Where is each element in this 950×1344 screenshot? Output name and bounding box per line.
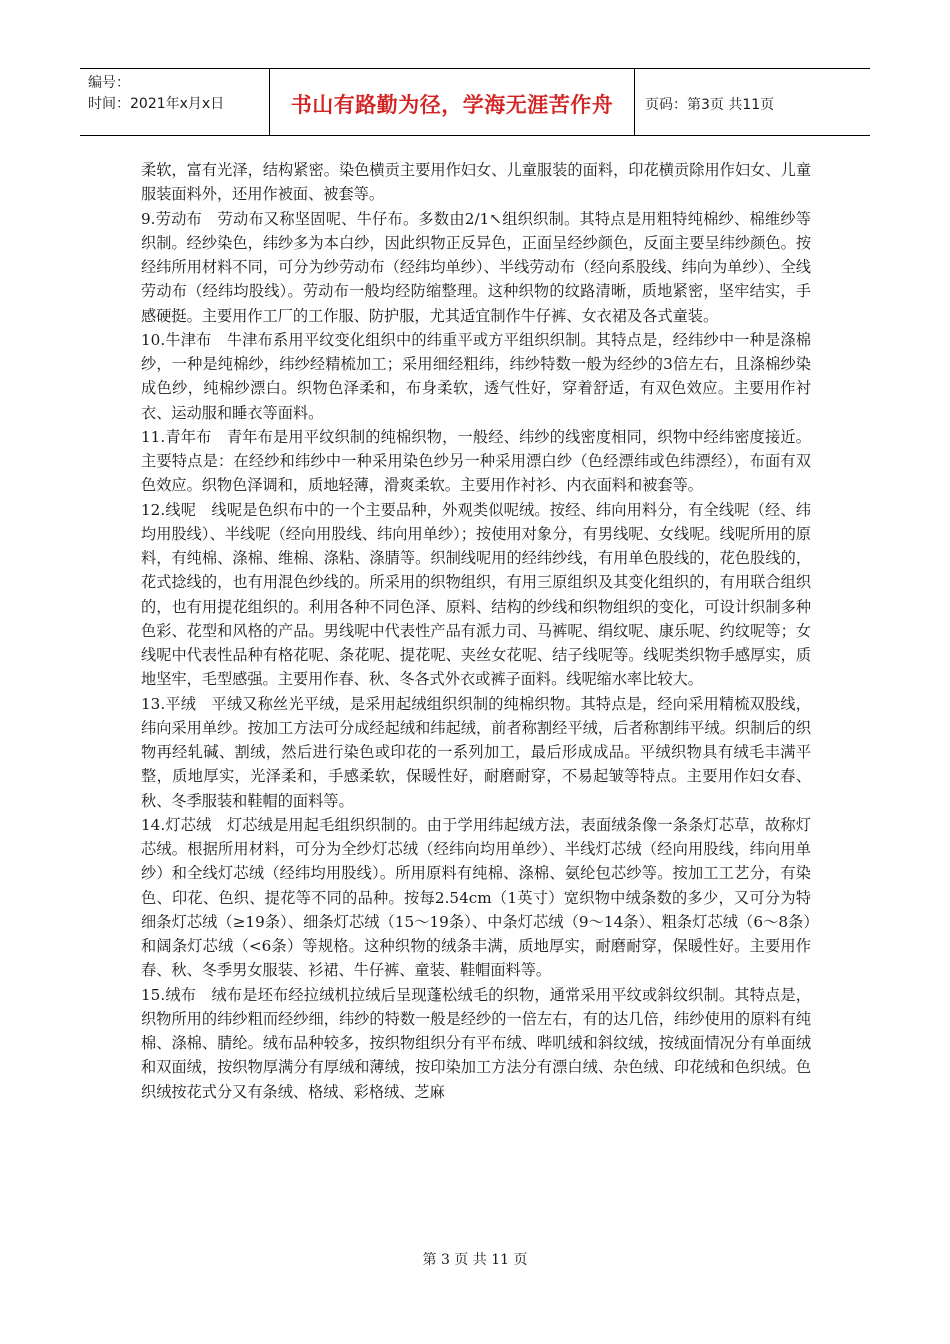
header-meta [80,69,270,135]
paragraph-flannelette: 15.绒布 绒布是坯布经拉绒机拉绒后呈现蓬松绒毛的织物，通常采用平纹或斜纹织制。其特点是，织物所用的纬纱粗而经纱细，纬纱的特数一般是经纱的一倍左右，有的达几倍，纬纱使用的原料有纯棉、涤棉、腈纶。绒布品种较多，按织物组织分有平布绒、哔叽绒和斜纹绒，按绒面情况分有单面绒和双面绒，按织物厚满分有厚绒和薄绒，按印染加工方法分有漂白绒、杂色绒、印花绒和色织绒。色织绒按花式分又有条绒、格绒、彩格绒、芝麻 [141,985,811,1101]
document-body [141,158,811,1104]
paragraph-velveteen: 13.平绒 平绒又称丝光平绒，是采用起绒组织织制的纯棉织物。其特点是，经向采用精梳双股线，纬向采用单纱。按加工方法可分成经起绒和纬起绒，前者称割经平绒，后者称割纬平绒。织制后的织物再经轧碱、割绒，然后进行染色或印花的一系列加工，最后形成成品。平绒织物具有绒毛丰满平整，质地厚实，光泽柔和，手感柔软，保暖性好，耐磨耐穿，不易起皱等特点。主要用作妇女春、秋、冬季服装和鞋帽的面料等。 [141,694,811,810]
document-number-label: 编号： [88,75,130,91]
header-page-info: 页码：第3页 共11页 [645,97,775,113]
paragraph-chambray: 11.青年布 青年布是用平纹织制的纯棉织物，一般经、纬纱的线密度相同，织物中经纬密度接近。主要特点是：在经纱和纬纱中一种采用染色纱另一种采用漂白纱（色经漂纬或色纬漂经），布面有双色效应。织物色泽调和，质地轻薄，滑爽柔软。主要用作衬衫、内衣面料和被套等。 [141,427,811,495]
header-motto: 书山有路勤为径，学海无涯苦作舟 [270,69,635,135]
paragraph-corduroy: 14.灯芯绒 灯芯绒是用起毛组织织制的。由于学用纬起绒方法，表面绒条像一条条灯芯草，故称灯芯绒。根据所用材料，可分为全纱灯芯绒（经纬向均用单纱）、半线灯芯绒（经向用股线，纬向用单纱）和全线灯芯绒（经纬均用股线）。所用原料有纯棉、涤棉、氨纶包芯纱等。按加工工艺分，有染色、印花、色织、提花等不同的品种。按每2.54cm（1英寸）宽织物中绒条数的多少，又可分为特细条灯芯绒（≥19条）、细条灯芯绒（15～19条）、中条灯芯绒（9～14条）、粗条灯芯绒（6～8条）和阔条灯芯绒（<6条）等规格。这种织物的绒条丰满，质地厚实，耐磨耐穿，保暖性好。主要用作春、秋、冬季男女服装、衫裙、牛仔裤、童装、鞋帽面料等。 [141,815,811,980]
paragraph-oxford: 10.牛津布 牛津布系用平纹变化组织中的纬重平或方平组织织制。其特点是，经纬纱中一种是涤棉纱，一种是纯棉纱，纬纱经精梳加工；采用细经粗纬，纬纱特数一般为经纱的3倍左右，且涤棉纱染成色纱，纯棉纱漂白。织物色泽柔和，布身柔软，透气性好，穿着舒适，有双色效应。主要用作衬衣、运动服和睡衣等面料。 [141,330,811,422]
paragraph-continuation: 柔软，富有光泽，结构紧密。染色横贡主要用作妇女、儿童服装的面料，印花横贡除用作妇女、儿童服装面料外，还用作被面、被套等。 [141,161,811,204]
page-header [80,68,870,136]
paragraph-xianni: 12.线呢 线呢是色织布中的一个主要品种，外观类似呢绒。按经、纬向用料分，有全线呢（经、纬均用股线）、半线呢（经向用股线、纬向用单纱）；按使用对象分，有男线呢、女线呢。线呢所用的原料，有纯棉、涤棉、维棉、涤粘、涤腈等。织制线呢用的经纬纱线，有用单色股线的，花色股线的，花式捻线的，也有用混色纱线的。所采用的织物组织，有用三原组织及其变化组织的，有用联合组织的，也有用提花组织的。利用各种不同色泽、原料、结构的纱线和织物组织的变化，可设计织制多种色彩、花型和风格的产品。男线呢中代表性产品有派力司、马裤呢、绢纹呢、康乐呢、约纹呢等；女线呢中代表性品种有格花呢、条花呢、提花呢、夹丝女花呢、结子线呢等。线呢类织物手感厚实，质地坚牢，毛型感强。主要用作春、秋、冬各式外衣或裤子面料。线呢缩水率比较大。 [141,500,811,689]
paragraph-denim: 9.劳动布 劳动布又称坚固呢、牛仔布。多数由2/1↖组织织制。其特点是用粗特纯棉纱、棉维纱等织制。经纱染色，纬纱多为本白纱，因此织物正反异色，正面呈经纱颜色，反面主要呈纬纱颜色。按经纬所用材料不同，可分为纱劳动布（经纬均单纱）、半线劳动布（经向系股线、纬向为单纱）、全线劳动布（经纬均股线）。劳动布一般均经防缩整理。这种织物的纹路清晰，质地紧密，坚牢结实，手感硬挺。主要用作工厂的工作服、防护服，尤其适宜制作牛仔裤、女衣裙及各式童装。 [141,209,811,325]
page-footer: 第 3 页 共 11 页 [422,1252,528,1268]
document-date-label: 时间：2021年x月x日 [88,96,225,112]
